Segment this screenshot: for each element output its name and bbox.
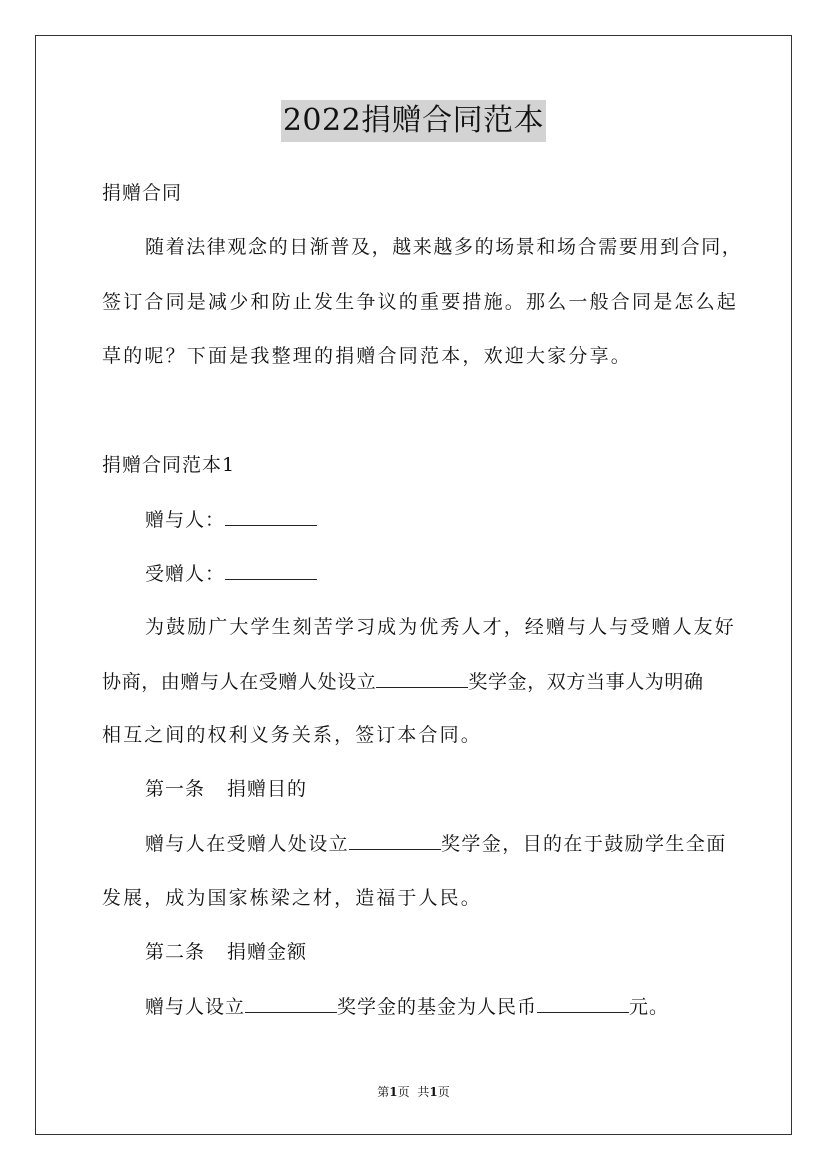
footer-total-prefix: 共 xyxy=(417,1085,430,1099)
document-title: 2022捐赠合同范本 xyxy=(281,100,546,142)
para1-line-2 xyxy=(102,669,704,694)
recipient-label: 受赠人： xyxy=(145,563,226,585)
article2-heading xyxy=(145,940,307,964)
recipient-blank xyxy=(225,561,317,580)
amount-blank xyxy=(537,994,629,1013)
para1-line-2-end: 奖学金，双方当事人为明确 xyxy=(468,671,704,693)
document-heading: 捐赠合同 xyxy=(102,182,183,204)
donor-blank xyxy=(225,507,317,526)
section-heading: 捐赠合同范本1 xyxy=(102,454,236,476)
article2-line-1 xyxy=(145,994,669,1019)
article2-line-1-start: 赠与人设立 xyxy=(145,996,246,1018)
article2-line-1-end: 元。 xyxy=(629,996,670,1018)
scholarship-blank-3 xyxy=(245,994,337,1013)
article1-heading xyxy=(145,777,307,801)
para1-line-3: 相互之间的权利义务关系，签订本合同。 xyxy=(102,724,482,746)
article1-line-2: 发展，成为国家栋梁之材，造福于人民。 xyxy=(102,887,482,909)
footer-total-num: 1 xyxy=(429,1085,438,1099)
intro-line-3: 草的呢？下面是我整理的捐赠合同范本，欢迎大家分享。 xyxy=(102,345,633,367)
article1-title: 捐赠目的 xyxy=(227,778,308,800)
article1-number: 第一条 xyxy=(145,778,206,800)
footer-page-num: 1 xyxy=(389,1085,398,1099)
footer-page-suffix: 页 xyxy=(397,1085,410,1099)
article1-line-1-start: 赠与人在受赠人处设立 xyxy=(145,833,350,855)
title-wrap xyxy=(0,100,827,142)
donor-line xyxy=(145,507,317,532)
article2-line-1-mid: 奖学金的基金为人民币 xyxy=(337,996,538,1018)
scholarship-blank-1 xyxy=(376,669,468,688)
para1-line-1: 为鼓励广大学生刻苦学习成为优秀人才，经赠与人与受赠人友好 xyxy=(145,616,736,638)
footer-page-prefix: 第 xyxy=(377,1085,390,1099)
article2-title: 捐赠金额 xyxy=(227,941,308,963)
footer-total-suffix: 页 xyxy=(437,1085,450,1099)
para1-line-2-start: 协商，由赠与人在受赠人处设立 xyxy=(102,671,377,693)
intro-line-1: 随着法律观念的日渐普及，越来越多的场景和场合需要用到合同， xyxy=(145,236,743,258)
scholarship-blank-2 xyxy=(349,831,441,850)
donor-label: 赠与人： xyxy=(145,509,226,531)
page-footer xyxy=(0,1084,827,1100)
article1-line-1 xyxy=(145,831,727,856)
intro-line-2: 签订合同是减少和防止发生争议的重要措施。那么一般合同是怎么起 xyxy=(102,291,739,313)
recipient-line xyxy=(145,561,317,586)
article1-line-1-end: 奖学金，目的在于鼓励学生全面 xyxy=(441,833,727,855)
article2-number: 第二条 xyxy=(145,941,206,963)
